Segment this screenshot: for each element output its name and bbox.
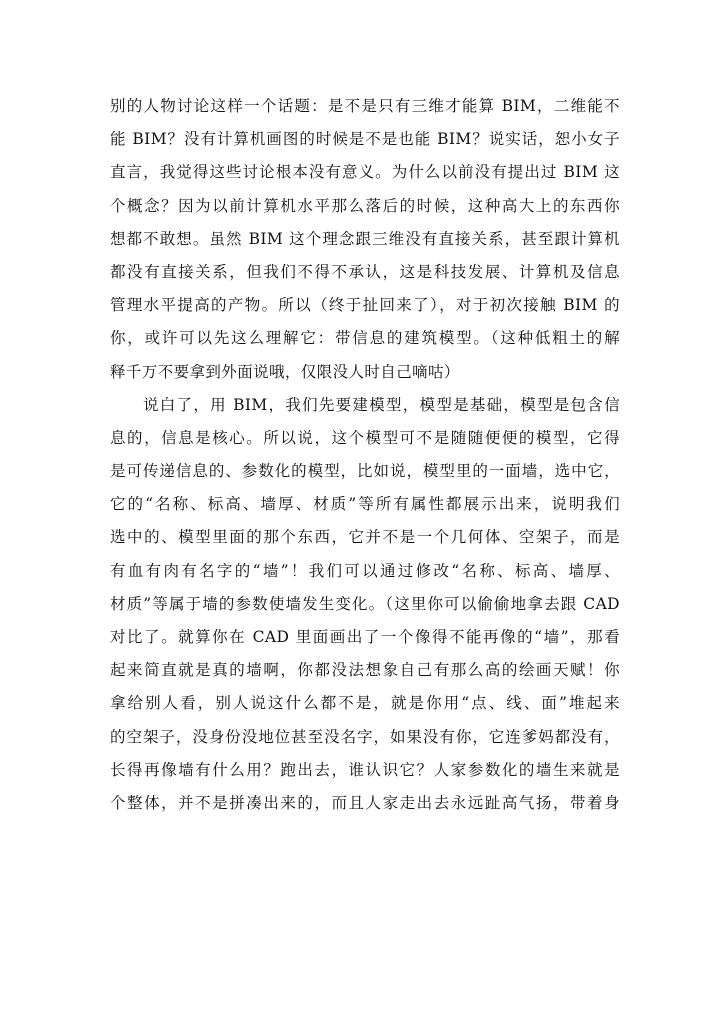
body-text [110, 90, 620, 820]
text-line: 个概念？因为以前计算机水平那么落后的时候，这种高大上的东西你 [110, 196, 620, 215]
text-line: 选中的、模型里面的那个东西，它并不是一个几何体、空架子，而是 [110, 528, 620, 547]
text-line: 息的，信息是核心。所以说，这个模型可不是随随便便的模型，它得 [110, 428, 620, 447]
text-line: 说白了，用 BIM，我们先要建模型，模型是基础，模型是包含信 [143, 395, 620, 414]
text-line: 有血有肉有名字的“墙”！我们可以通过修改“名称、标高、墙厚、 [110, 561, 620, 580]
text-line: 长得再像墙有什么用？跑出去，谁认识它？人家参数化的墙生来就是 [110, 760, 620, 779]
text-line: 拿给别人看，别人说这什么都不是，就是你用“点、线、面”堆起来 [110, 694, 620, 713]
text-line: 直言，我觉得这些讨论根本没有意义。为什么以前没有提出过 BIM 这 [110, 163, 620, 182]
text-line: 它的“名称、标高、墙厚、材质”等所有属性都展示出来，说明我们 [110, 495, 620, 514]
text-line: 材质”等属于墙的参数使墙发生变化。（这里你可以偷偷地拿去跟 CAD [110, 594, 620, 613]
text-line: 是可传递信息的、参数化的模型，比如说，模型里的一面墙，选中它， [110, 462, 620, 481]
text-line: 都没有直接关系，但我们不得不承认，这是科技发展、计算机及信息 [110, 262, 620, 281]
text-line: 你，或许可以先这么理解它：带信息的建筑模型。（这种低粗土的解 [110, 329, 620, 348]
text-line: 对比了。就算你在 CAD 里面画出了一个像得不能再像的“墙”，那看 [110, 628, 620, 646]
paragraph-2 [110, 389, 620, 820]
text-line: 别的人物讨论这样一个话题：是不是只有三维才能算 BIM，二维能不 [110, 97, 620, 115]
text-line: 个整体，并不是拼凑出来的，而且人家走出去永远趾高气扬，带着身 [110, 793, 620, 812]
text-line: 能 BIM？没有计算机画图的时候是不是也能 BIM？说实话，恕小女子 [110, 130, 620, 149]
paragraph-1 [110, 90, 620, 389]
text-line: 的空架子，没身份没地位甚至没名字，如果没有你，它连爹妈都没有， [110, 727, 620, 746]
text-line: 起来简直就是真的墙啊，你都没法想象自己有那么高的绘画天赋！你 [110, 661, 620, 680]
text-line: 想都不敢想。虽然 BIM 这个理念跟三维没有直接关系，甚至跟计算机 [110, 229, 620, 248]
text-line: 管理水平提高的产物。所以（终于扯回来了），对于初次接触 BIM 的 [110, 296, 620, 315]
text-line: 释千万不要拿到外面说哦，仅限没人时自己嘀咕） [110, 362, 460, 381]
